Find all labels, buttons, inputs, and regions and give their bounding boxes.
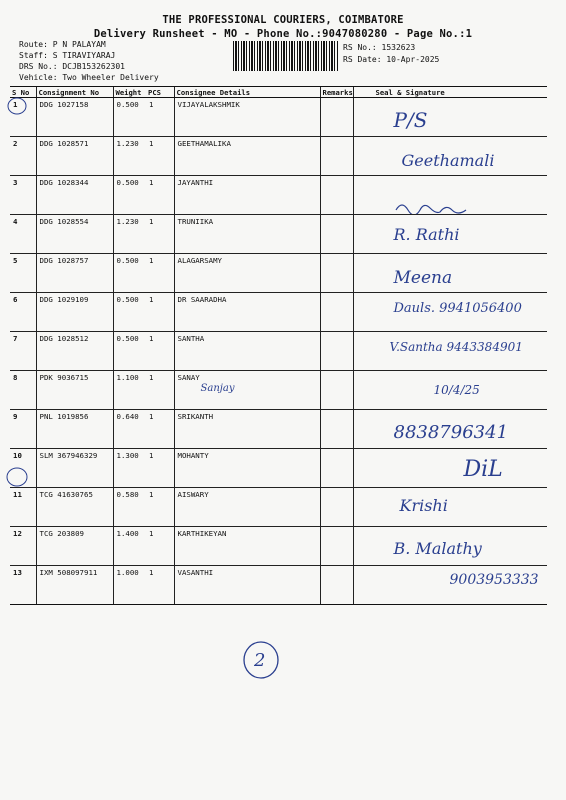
- table-row: [10, 137, 547, 176]
- row-remarks: [320, 410, 353, 449]
- col-header-consignee: Consignee Details: [174, 87, 320, 98]
- table-row: [10, 293, 547, 332]
- row-weight: 0.500: [113, 254, 146, 293]
- signature-handwriting: Geethamali: [401, 151, 495, 170]
- circle-mark-row1: [6, 95, 30, 117]
- row-weight: 1.100: [113, 371, 146, 410]
- row-sno: 4: [10, 215, 36, 254]
- row-remarks: [320, 176, 353, 215]
- row-sno: 1: [10, 98, 36, 137]
- signature-handwriting: DiL: [463, 457, 503, 482]
- row-pcs: 1: [146, 98, 174, 137]
- row-consignee: DR SAARADHA: [174, 293, 320, 332]
- col-header-remarks: Remarks: [320, 87, 353, 98]
- row-pcs: 1: [146, 176, 174, 215]
- row-signature: [353, 449, 547, 488]
- signature-phone: 8838796341: [393, 422, 509, 443]
- row-remarks: [320, 371, 353, 410]
- row-sno: 5: [10, 254, 36, 293]
- row-remarks: [320, 254, 353, 293]
- row-signature: [353, 410, 547, 449]
- row-consignee: KARTHIKEYAN: [174, 527, 320, 566]
- row-weight: 0.580: [113, 488, 146, 527]
- table-row: [10, 488, 547, 527]
- row-consignment-no: TCG 41630765: [36, 488, 113, 527]
- row-consignment-no: TCG 203809: [36, 527, 113, 566]
- row-pcs: 1: [146, 293, 174, 332]
- row-weight: 0.500: [113, 98, 146, 137]
- row-weight: 0.640: [113, 410, 146, 449]
- circle-mark-row10: [4, 465, 30, 489]
- row-signature: [353, 566, 547, 605]
- row-consignee: GEETHAMALIKA: [174, 137, 320, 176]
- row-pcs: 1: [146, 371, 174, 410]
- row-sno: 11: [10, 488, 36, 527]
- signature-handwriting: V.Santha 9443384901: [389, 340, 523, 354]
- row-remarks: [320, 449, 353, 488]
- row-signature: [353, 176, 547, 215]
- row-signature: [353, 98, 547, 137]
- row-sno: 13: [10, 566, 36, 605]
- row-remarks: [320, 566, 353, 605]
- row-sno: 10: [10, 449, 36, 488]
- row-consignment-no: DDG 1029109: [36, 293, 113, 332]
- row-weight: 1.230: [113, 215, 146, 254]
- row-consignee: ALAGARSAMY: [174, 254, 320, 293]
- row-sno: 2: [10, 137, 36, 176]
- signature-phone: 9003953333: [449, 572, 539, 588]
- row-sno: 12: [10, 527, 36, 566]
- row-consignment-no: IXM 508097911: [36, 566, 113, 605]
- row-consignment-no: PNL 1019856: [36, 410, 113, 449]
- row-remarks: [320, 137, 353, 176]
- signature-handwriting: Meena: [393, 268, 453, 288]
- table-row: [10, 98, 547, 137]
- row-remarks: [320, 527, 353, 566]
- row-sno: 3: [10, 176, 36, 215]
- row-consignee: SRIKANTH: [174, 410, 320, 449]
- table-row: [10, 527, 547, 566]
- row-signature: [353, 332, 547, 371]
- row-weight: 1.000: [113, 566, 146, 605]
- signature-handwriting: Krishi: [399, 496, 448, 515]
- row-consignment-no: PDK 9036715: [36, 371, 113, 410]
- row-remarks: [320, 98, 353, 137]
- row-consignment-no: DDG 1028554: [36, 215, 113, 254]
- row-sno: 6: [10, 293, 36, 332]
- consignee-name: SANAY: [177, 373, 200, 382]
- row-consignment-no: SLM 367946329: [36, 449, 113, 488]
- row-pcs: 1: [146, 410, 174, 449]
- company-title: THE PROFESSIONAL COURIERS, COIMBATORE: [162, 14, 404, 26]
- table-row: [10, 566, 547, 605]
- signature-handwriting: R. Rathi: [393, 225, 460, 244]
- row-sno: 9: [10, 410, 36, 449]
- row-signature: [353, 215, 547, 254]
- table-header-row: [10, 87, 547, 98]
- table-row: [10, 449, 547, 488]
- row-sno: 8: [10, 371, 36, 410]
- row-remarks: [320, 215, 353, 254]
- rs-number: RS No.: 1532623: [343, 43, 416, 52]
- row-consignee: TRUNIIKA: [174, 215, 320, 254]
- signature-handwriting: B. Malathy: [393, 539, 482, 558]
- col-header-consignment: Consignment No: [36, 87, 113, 98]
- row-weight: 0.500: [113, 293, 146, 332]
- table-row: [10, 332, 547, 371]
- table-row: [10, 410, 547, 449]
- row-remarks: [320, 488, 353, 527]
- col-header-pcs: PCS: [146, 87, 174, 98]
- col-header-sno: S No: [10, 87, 36, 98]
- row-consignee: JAYANTHI: [174, 176, 320, 215]
- route-label: Route: P N PALAYAM: [19, 40, 106, 49]
- vehicle-label: Vehicle: Two Wheeler Delivery: [19, 73, 159, 82]
- row-consignee: AISWARY: [174, 488, 320, 527]
- table-row: [10, 254, 547, 293]
- row-signature: [353, 137, 547, 176]
- row-weight: 1.400: [113, 527, 146, 566]
- row-pcs: 1: [146, 215, 174, 254]
- signature-date: 10/4/25: [433, 383, 480, 397]
- row-consignment-no: DDG 1028344: [36, 176, 113, 215]
- col-header-weight: Weight: [113, 87, 146, 98]
- staff-label: Staff: S TIRAVIYARAJ: [19, 51, 116, 60]
- row-consignee: VIJAYALAKSHMIK: [174, 98, 320, 137]
- rs-date: RS Date: 10-Apr-2025: [343, 55, 440, 64]
- row-pcs: 1: [146, 332, 174, 371]
- row-pcs: 1: [146, 254, 174, 293]
- barcode-image: [233, 41, 339, 71]
- page-mark-number: 2: [254, 650, 266, 671]
- handwritten-receiver-name: Sanjay: [200, 383, 235, 394]
- drs-number: DRS No.: DCJB153262301: [19, 62, 125, 71]
- row-signature: [353, 293, 547, 332]
- row-pcs: 1: [146, 488, 174, 527]
- row-signature: [353, 488, 547, 527]
- row-pcs: 1: [146, 527, 174, 566]
- row-consignment-no: DDG 1028571: [36, 137, 113, 176]
- row-weight: 0.500: [113, 332, 146, 371]
- row-signature: [353, 371, 547, 410]
- signature-handwriting: Dauls. 9941056400: [393, 301, 522, 316]
- row-consignment-no: DDG 1027158: [36, 98, 113, 137]
- row-pcs: 1: [146, 137, 174, 176]
- col-header-signature: Seal & Signature: [353, 87, 547, 98]
- row-weight: 1.230: [113, 137, 146, 176]
- row-signature: [353, 254, 547, 293]
- row-sno: 7: [10, 332, 36, 371]
- row-pcs: 1: [146, 566, 174, 605]
- row-weight: 0.500: [113, 176, 146, 215]
- row-consignment-no: DDG 1028757: [36, 254, 113, 293]
- runsheet-table: [10, 86, 547, 605]
- tamil-signature-scribble: [394, 200, 484, 215]
- row-consignee: SANTHA: [174, 332, 320, 371]
- runsheet-subtitle: Delivery Runsheet - MO - Phone No.:9047080280 - Page No.:1: [93, 28, 473, 40]
- row-signature: [353, 527, 547, 566]
- row-consignee: MOHANTY: [174, 449, 320, 488]
- row-remarks: [320, 332, 353, 371]
- row-consignee: VASANTHI: [174, 566, 320, 605]
- table-row: [10, 215, 547, 254]
- table-row: [10, 176, 547, 215]
- row-consignment-no: DDG 1028512: [36, 332, 113, 371]
- table-row: [10, 371, 547, 410]
- row-consignee: [174, 371, 320, 410]
- row-remarks: [320, 293, 353, 332]
- row-pcs: 1: [146, 449, 174, 488]
- signature-handwriting: P/S: [393, 108, 428, 132]
- row-weight: 1.300: [113, 449, 146, 488]
